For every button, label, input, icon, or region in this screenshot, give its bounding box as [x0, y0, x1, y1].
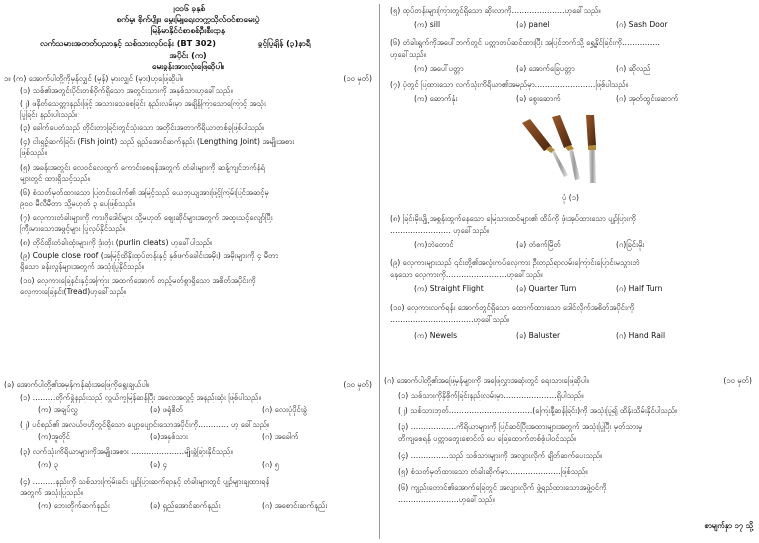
- q1c-item-3-cont: တိကျစေရန် ပတ္တာတွေးစောင်လ် ပေ ခြေထောက်တစ်စုံပါဝင်သည်။: [398, 434, 577, 443]
- q1a-item-1: (၁) သစ်၏အတွင်းပိုင်းတစ်ဝိုက်ရှိသော အတွင်းသားကို အနှစ်သားဟုခေါ်သည်။: [20, 86, 233, 95]
- q1b-9-opt-a: (က) Straight Flight: [414, 284, 484, 293]
- q1a-item-9: (၉) Couple close roof (အမြင့်ထိနိုးထုပ်တန်းနှင့် နှစ်ဖက်ခေါင်းအမိုး) အမိုးများကို ၄ မီတာ: [20, 251, 279, 260]
- q1b-item-5: (၅) ထုပ်တန်းများကြားတွင်ရှိသော ဆိုးလာကို…………………ဟုခေါ်သည်။: [390, 6, 601, 15]
- q1b-item-7: (၇) ပုံတွင် ပြထားသော လက်သုံးကိရိယာ၏အမည်မှာ……………………ဖြစ်ပါသည်။: [390, 80, 628, 89]
- q1b-item-10: (၁၀) လှေကားလက်ရန်း အောက်တွင်ရှိသော ထောက်ထားသော ဒေါင်လိုက်အစိတ်အပိုင်းကို: [390, 303, 635, 312]
- q1a-item-7-cont: ကြီးမားသောအဖွင့်များ ပြုလုပ်နိုင်သည်။: [20, 224, 126, 233]
- q1b-3-opt-b: (ခ) ၄: [150, 460, 167, 469]
- q1b-item-3: (၃) လက်သုံးကိရိယာများကိုအမျိုးအစား …………………မျိုးခွဲခြားနိုင်သည်။: [20, 447, 233, 456]
- time-allowed: ခွင့်ပြုချိန် (၃)နာရီ: [258, 38, 311, 48]
- figure-caption: ပုံ (၁): [562, 193, 579, 202]
- q1b-item-1: (၁) ………တိုက်ခွဲနည်းသည် လွယ်ကူမြန်ဆန်ပြီး အလေအလွင့် အနည်းဆုံး ဖြစ်ပါသည်။: [20, 393, 261, 402]
- q1b-9-opt-c: (ဂ) Half Turn: [616, 284, 663, 293]
- q1b-title: (ခ) အောက်ပါတို့၏အမှန်ကန်ဆုံးအဖြေကိုရွေးချယ်ပါ။: [4, 380, 150, 389]
- q1b-7-opt-c: (ဂ) အုတ်ထွင်းဆောက်: [616, 94, 679, 103]
- q1b-item-6: (၆) တံခါးရွက်ကိုအပေါ်ဘက်တွင် ပတ္တာတပ်ဆင်ထားပြီး အပြင်ဘက်သို့ ရွှေ့နိုင်ခြင်းကို……………: [390, 38, 660, 47]
- q1a-title: ၁။ (က) အောက်ပါတို့ကိုမှန်လျှင် (မှန်) မှားလျှင် (မှား)ဟုဖြေဆိုပါ။: [4, 74, 184, 83]
- q1c-item-4: (၄) ……………သည် သစ်သားများကို အလျားလိုက် ချိတ်ဆက်ပေးသည်။: [398, 451, 603, 460]
- q1b-7-opt-a: (က) ဆောက်နုံး: [414, 94, 458, 103]
- q1a-item-3: (၃) ခေါက်ပေတံသည် တိုင်းတာခြင်းတွင်သုံးသော အတိုင်းအတာကိရိယာတစ်ခုဖြစ်ပါသည်။: [20, 123, 265, 132]
- q1a-item-2-cont: ပြုခြင်း နည်းပါးသည်။: [20, 110, 78, 119]
- q1b-item-6-cont: ဟုခေါ်သည်။: [390, 50, 426, 59]
- q1b-2-opt-b: (ခ)အနှစ်သား: [150, 432, 188, 441]
- q1b-8-opt-b: (ခ) တံစက်မြိတ်: [516, 240, 561, 249]
- q1b-6-opt-b: (ခ) အောက်ခြေပတ္တာ: [516, 64, 575, 73]
- q1b-1-opt-c: (ဂ) လေးပုံပိုင်းခွဲ: [262, 405, 307, 414]
- q1b-4-opt-c: (ဂ) အစောင်းဆက်နည်း: [262, 501, 328, 510]
- q1b-item-9: (၉) လှေကားများသည် ၎င်းတို့၏အလှုံးကပ်လှေကား ဦးတည်ရာလမ်းကြောင်းပြောင်းမသွားဘဲ: [390, 258, 640, 267]
- q1b-1-opt-a: (က) အချပ်လွှ: [38, 405, 78, 414]
- q1b-item-2: (၂) ပင်စည်၏ အလယ်ဗဟိုတွင်ရှိသော ပျော့ပျောင်းသောအပိုင်းကို………… ဟု ခေါ်သည်။: [20, 420, 270, 429]
- q1b-6-opt-c: (ဂ) ဆိုလည်: [616, 64, 651, 73]
- q1c-title: (ဂ) အောက်ပါတို့၏အဖြေမှန်များကို အဖြေလွှာအဆုံးတွင် ရေးသားဖြေဆိုပါ။: [384, 376, 589, 385]
- q1b-10-opt-c: (ဂ) Hand Rail: [616, 331, 666, 340]
- q1b-1-opt-b: (ခ) ဖရုံစိတ်: [150, 405, 183, 414]
- instruction: မေးခွန်းအားလုံးဖြေဆိုပါ။: [152, 61, 224, 71]
- q1c-item-2: (၂) သစ်သားဘုတ်……………………………(ကြေးနီ့ဆန်ခြင်း)ကို အသုံးပြု၍ ထိန်းသိမ်းနိုင်ပါသည်။: [398, 406, 678, 415]
- q1b-item-9-cont: နေသော လှေကားကို……………………ဟုခေါ်သည်။: [390, 270, 543, 279]
- q1b-5-opt-a: (က) sill: [414, 20, 441, 29]
- chisel-set-image: [508, 113, 636, 191]
- q1a-item-10: (၁၀) လှေကားခြေနင်းနှင့်အကြား အထက်အောက် တည့်မတ်စွာရှိသော အစိတ်အပိုင်းကို: [20, 276, 256, 285]
- q1a-marks: (၁၀ မှတ်): [343, 74, 372, 83]
- q1a-item-4-cont: ဖြစ်သည်။: [20, 148, 47, 157]
- page-footer: စာမျက်နှာ ၁၇ သို့: [704, 521, 753, 530]
- part-label: အပိုင်း (က): [169, 50, 207, 60]
- q1b-item-8-cont: …………………… ဟုခေါ်သည်။: [390, 226, 490, 235]
- q1b-2-opt-a: (က)အူတိုင်: [38, 432, 70, 441]
- q1b-3-opt-a: (က) ၃: [38, 460, 59, 469]
- chisel-3: [586, 115, 596, 183]
- q1b-item-8: (၈) ခြင်းမိုးပျို့ အစွန်းထွက်နေသော မြေသားထင်များ၏ ထိပ်ကို ဖုံးအုပ်ထားသော ပျဉ်ပြားကို: [390, 214, 636, 223]
- right-column: [384, 0, 756, 543]
- q1b-item-4: (၄) ………နည်းကို သစ်သားကြမ်းခင်း ပျဉ်ပြားဆက်ရာနှင့် တံခါးများတွင် ပျဉ်များချထားရန်: [20, 477, 270, 486]
- q1b-5-opt-c: (ဂ) Sash Door: [616, 20, 668, 29]
- q1b-8-opt-a: (က)ဘဲတောင်: [414, 240, 454, 249]
- q1b-8-opt-c: (ဂ)ခြင်းမိုး: [616, 240, 645, 249]
- q1b-item-10-cont: ……………………………ဟုခေါ်သည်။: [390, 315, 510, 324]
- q1c-item-3: (၃) ………………ကိရိယာများကို ပြင်ဆင်ပြီးအထားများအတွက် အသုံးပြုပြီး မှတ်သားမှု: [398, 422, 643, 431]
- q1a-item-4: (၄) ငါးရှဉ့်ဆက်ခြင်း (Fish joint) သည် ရှည်အောင်ဆက်နည်း (Lengthing Joint) အမျိုးအစား: [20, 137, 295, 146]
- q1b-4-opt-a: (က) ဘေးတိုက်ဆက်နည်း: [38, 501, 110, 510]
- q1a-item-5-cont: များတွင် ထားရှိသင့်သည်။: [20, 174, 90, 183]
- q1b-7-opt-b: (ခ) စွေးဆောက်: [516, 94, 561, 103]
- q1b-10-opt-b: (ခ) Baluster: [516, 331, 561, 340]
- q1a-item-9-cont: ရှိသော ခန်းလွန်များအတွက် အသုံးပြုနိုင်သည်။: [20, 262, 145, 271]
- column-divider: [379, 4, 380, 539]
- q1a-item-2: (၂) ဖနိတ်သေတ္တာနည်းဖြင့် အသားသေစေခြင်း နည်းလမ်းမှာ အချိန်ကြာသောကြောင့် အသုံး: [20, 99, 266, 108]
- subject-title: လက်သမားအတတ်ပညာနှင့် သစ်သားလုပ်ငန်း (BT 302): [40, 38, 216, 48]
- exam-board: မြန်မာနိုင်ငံစာစစ်ဦးစီးဌာန: [150, 25, 226, 35]
- q1b-item-4-cont: အတွက် အသုံးပြုသည်။: [20, 488, 84, 497]
- q1a-item-7: (၇) လှေကားတံခါးများကို ကားဂိုဒေါင်များ သို့မဟုတ် စျေးဆိုင်များအတွက် အထူးသင့်လျော်ပြီး: [20, 213, 273, 222]
- q1b-marks: (၁၀ မှတ်): [343, 380, 372, 389]
- q1b-9-opt-b: (ခ) Quarter Turn: [516, 284, 577, 293]
- q1b-10-opt-a: (က) Newels: [414, 331, 458, 340]
- q1a-item-10-cont: လှေကားခြေနင်း(Tread)ဟုခေါ်သည်။: [20, 287, 127, 296]
- q1c-item-5: (၅) စံသတ်မှတ်ထားသော တံခါးဆိုက်မှာ…………………ဖြစ်သည်။: [398, 467, 588, 476]
- left-column: [0, 0, 376, 543]
- q1b-6-opt-a: (က) အပေါ်ပတ္တာ: [414, 64, 464, 73]
- q1b-2-opt-c: (ဂ) အခေါက်: [262, 432, 299, 441]
- q1b-5-opt-b: (ခ) panel: [516, 20, 550, 29]
- q1c-marks: (၁၀ မှတ်): [723, 376, 752, 385]
- q1a-item-6-cont: ၉၀၀ မီလီမီတာ သို့မဟုတ် ၃ ပေဖြစ်သည်။: [20, 199, 135, 208]
- exam-year: ၂၀၁၆ ခုနှစ်: [170, 3, 206, 13]
- q1c-item-6: (၆) ကျည်းတောင်၏အောက်ခြေတွင် အလျားလိုက် ဖွဲ့ရည်ထားသောအဖွဲ့ဝင်ကို: [398, 483, 607, 492]
- q1a-item-5: (၅) အခန်းအတွင်း လေဝင်လေထွက် ကောင်းစေရန်အတွက် တံခါးများကို ဆန့်ကျင်ဘက်နံရံ: [20, 163, 265, 172]
- q1b-3-opt-c: (ဂ) ၅: [262, 460, 279, 469]
- q1c-item-1: (၁) သစ်သားကိုနိုစိုက်ခြင်းနည်းလမ်းမှာ…………………ရှိပါသည်။: [398, 391, 584, 400]
- exam-title: စက်မှု၊ စိုက်ပျိုး၊ မွေးမြူရေးတက္ကသိုလ်ဝင်စာမေးပွဲ: [116, 14, 260, 24]
- q1a-item-6: (၆) စံသတ်မှတ်ထားသော ပြတင်းပေါက်၏ အမြင့်သည် ယေဘုယျအားဖြင့်ကြမ်းပြင်အဆင့်မှ: [20, 188, 269, 197]
- q1a-item-8: (၈) တိုင်ထိုးတံခါးထုံးများကို ဒုံးတုံး (purlin cleats) ဟုခေါ်ပါသည်။: [20, 238, 213, 247]
- chisel-2: [552, 115, 580, 180]
- q1c-item-6-cont: ……………………ဟုခေါ်သည်။: [398, 495, 495, 504]
- q1b-4-opt-b: (ခ) ရှည်အောင်ဆက်နည်း: [150, 501, 221, 510]
